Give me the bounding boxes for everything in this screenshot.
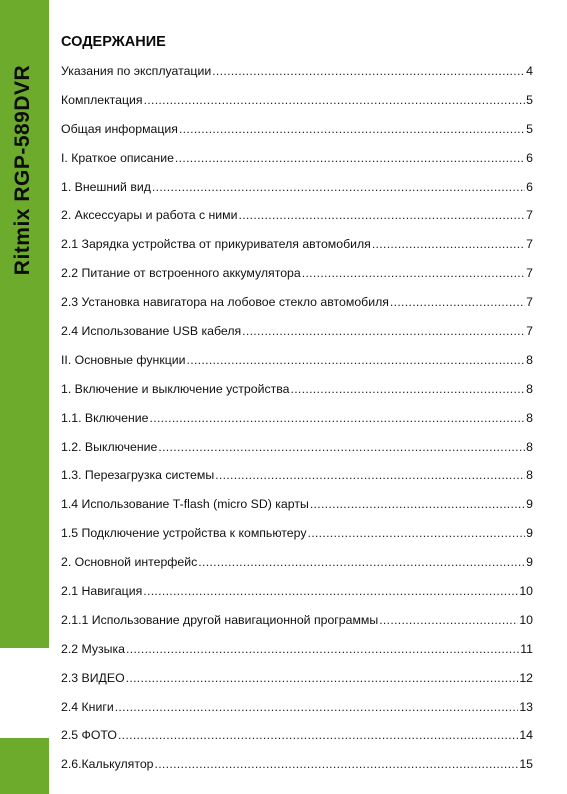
toc-entry-line — [61, 151, 533, 165]
toc-entry-page: 10 — [519, 584, 533, 599]
toc-entry-title: 2.1.1 Использование другой навигационной программы — [61, 612, 379, 627]
brand-model-label: Ritmix RGP-589DVR — [11, 64, 34, 276]
toc-entry-page: 10 — [519, 612, 533, 627]
toc-entry-line — [61, 555, 533, 569]
toc-entry[interactable] — [61, 176, 533, 205]
toc-entry-line — [61, 266, 533, 280]
toc-entry[interactable] — [61, 89, 533, 118]
toc-entry[interactable] — [61, 667, 533, 696]
toc-leader-dots — [155, 757, 519, 771]
toc-leader-dots — [187, 353, 526, 367]
toc-entry[interactable] — [61, 291, 533, 320]
toc-entry-page: 9 — [526, 526, 533, 541]
toc-entry-title: 2.4 Книги — [61, 699, 114, 714]
toc-entry-page: 7 — [526, 237, 533, 252]
toc-entry[interactable] — [61, 580, 533, 609]
toc-title: СОДЕРЖАНИЕ — [61, 34, 166, 50]
toc-entry-title: 2.3 ВИДЕО — [61, 670, 125, 685]
toc-entry[interactable] — [61, 262, 533, 291]
toc-entry-line — [61, 93, 533, 107]
toc-leader-dots — [175, 151, 525, 165]
toc-entry-line — [61, 497, 533, 511]
toc-entry[interactable] — [61, 609, 533, 638]
table-of-contents — [61, 60, 533, 782]
toc-entry-page: 12 — [519, 670, 533, 685]
toc-leader-dots — [372, 237, 525, 251]
toc-entry-page: 6 — [526, 179, 533, 194]
toc-entry-title: 2.3 Установка навигатора на лобовое стекло автомобиля — [61, 295, 389, 310]
toc-entry-page: 9 — [526, 555, 533, 570]
toc-entry-title: Общая информация — [61, 121, 178, 136]
toc-entry-title: 1. Внешний вид — [61, 179, 151, 194]
toc-entry-line — [61, 180, 533, 194]
toc-entry[interactable] — [61, 724, 533, 753]
toc-entry-line — [61, 642, 533, 656]
toc-entry[interactable] — [61, 378, 533, 407]
toc-entry-title: I. Краткое описание — [61, 150, 174, 165]
toc-entry[interactable] — [61, 753, 533, 782]
toc-entry[interactable] — [61, 551, 533, 580]
toc-leader-dots — [143, 584, 518, 598]
toc-entry-title: Комплектация — [61, 92, 143, 107]
toc-leader-dots — [150, 411, 526, 425]
toc-entry[interactable] — [61, 493, 533, 522]
toc-entry-line — [61, 468, 533, 482]
toc-entry[interactable] — [61, 464, 533, 493]
toc-entry-title: 2. Основной интерфейс — [61, 555, 198, 570]
toc-entry-page: 8 — [526, 381, 533, 396]
toc-entry-title: 1.4 Использование T-flash (micro SD) карты — [61, 497, 309, 512]
toc-entry[interactable] — [61, 320, 533, 349]
toc-entry-line — [61, 728, 533, 742]
toc-entry[interactable] — [61, 638, 533, 667]
toc-leader-dots — [215, 468, 525, 482]
toc-entry-title: 2.2 Питание от встроенного аккумулятора — [61, 266, 301, 281]
toc-entry[interactable] — [61, 696, 533, 725]
toc-leader-dots — [291, 382, 526, 396]
sidebar-green-band-bottom — [0, 738, 49, 794]
toc-entry-line — [61, 757, 533, 771]
toc-entry[interactable] — [61, 147, 533, 176]
toc-entry-title: 2.6.Калькулятор — [61, 757, 154, 772]
toc-entry-title: 2.1 Навигация — [61, 584, 143, 599]
toc-entry-page: 8 — [526, 352, 533, 367]
toc-leader-dots — [212, 64, 525, 78]
toc-entry-line — [61, 324, 533, 338]
toc-entry-line — [61, 671, 533, 685]
toc-entry-line — [61, 208, 533, 222]
toc-entry-title: II. Основные функции — [61, 352, 186, 367]
toc-leader-dots — [179, 122, 525, 136]
toc-entry-line — [61, 411, 533, 425]
toc-entry-line — [61, 237, 533, 251]
toc-entry-title: Указания по эксплуатации — [61, 64, 212, 78]
toc-entry[interactable] — [61, 60, 533, 89]
toc-entry[interactable] — [61, 522, 533, 551]
toc-entry[interactable] — [61, 233, 533, 262]
toc-entry-title: 2. Аксессуары и работа с ними — [61, 208, 238, 223]
toc-entry-line — [61, 613, 533, 627]
toc-entry-title: 2.5 ФОТО — [61, 728, 117, 743]
toc-leader-dots — [126, 671, 519, 685]
toc-entry-title: 2.1 Зарядка устройства от прикуривателя автомобиля — [61, 237, 371, 252]
toc-entry[interactable] — [61, 407, 533, 436]
toc-leader-dots — [239, 208, 526, 222]
toc-leader-dots — [242, 324, 525, 338]
toc-entry-title: 1.1. Включение — [61, 410, 149, 425]
toc-leader-dots — [115, 700, 519, 714]
toc-entry-page: 14 — [519, 728, 533, 743]
toc-entry-page: 7 — [526, 295, 533, 310]
toc-leader-dots — [126, 642, 519, 656]
toc-entry-line — [61, 64, 533, 78]
toc-leader-dots — [302, 266, 525, 280]
toc-leader-dots — [390, 295, 525, 309]
toc-entry-page: 9 — [526, 497, 533, 512]
toc-entry-title: 2.2 Музыка — [61, 641, 126, 656]
toc-leader-dots — [152, 180, 525, 194]
toc-entry-page: 5 — [526, 92, 533, 107]
toc-entry-line — [61, 353, 533, 367]
toc-leader-dots — [310, 497, 525, 511]
toc-entry-title: 1.2. Выключение — [61, 439, 158, 454]
toc-leader-dots — [198, 555, 525, 569]
toc-entry[interactable] — [61, 436, 533, 465]
toc-entry-title: 2.4 Использование USB кабеля — [61, 324, 242, 339]
toc-entry-page: 11 — [520, 641, 533, 656]
toc-entry-page: 7 — [526, 324, 533, 339]
toc-entry-line — [61, 295, 533, 309]
toc-entry-page: 5 — [526, 121, 533, 136]
toc-entry-title: 1.5 Подключение устройства к компьютеру — [61, 526, 307, 541]
toc-leader-dots — [158, 440, 525, 454]
toc-entry[interactable] — [61, 118, 533, 147]
toc-entry-page: 8 — [526, 439, 533, 454]
toc-entry-title: 1. Включение и выключение устройства — [61, 381, 290, 396]
toc-leader-dots — [307, 526, 525, 540]
toc-entry-page: 7 — [526, 208, 533, 223]
toc-leader-dots — [144, 93, 526, 107]
toc-entry-line — [61, 700, 533, 714]
toc-entry-line — [61, 382, 533, 396]
toc-entry-line — [61, 122, 533, 136]
toc-entry-title: 1.3. Перезагрузка системы — [61, 468, 215, 483]
toc-entry-page: 7 — [526, 266, 533, 281]
toc-leader-dots — [379, 613, 518, 627]
toc-entry-line — [61, 526, 533, 540]
toc-entry-line — [61, 440, 533, 454]
toc-leader-dots — [118, 728, 518, 742]
toc-entry-page: 6 — [526, 150, 533, 165]
toc-entry[interactable] — [61, 204, 533, 233]
toc-entry-page: 13 — [519, 699, 533, 714]
toc-entry-page: 8 — [526, 468, 533, 483]
toc-entry-page: 4 — [526, 64, 533, 78]
toc-entry-page: 15 — [519, 757, 533, 772]
toc-entry-page: 8 — [526, 410, 533, 425]
toc-entry[interactable] — [61, 349, 533, 378]
sidebar — [0, 0, 49, 794]
toc-entry-line — [61, 584, 533, 598]
